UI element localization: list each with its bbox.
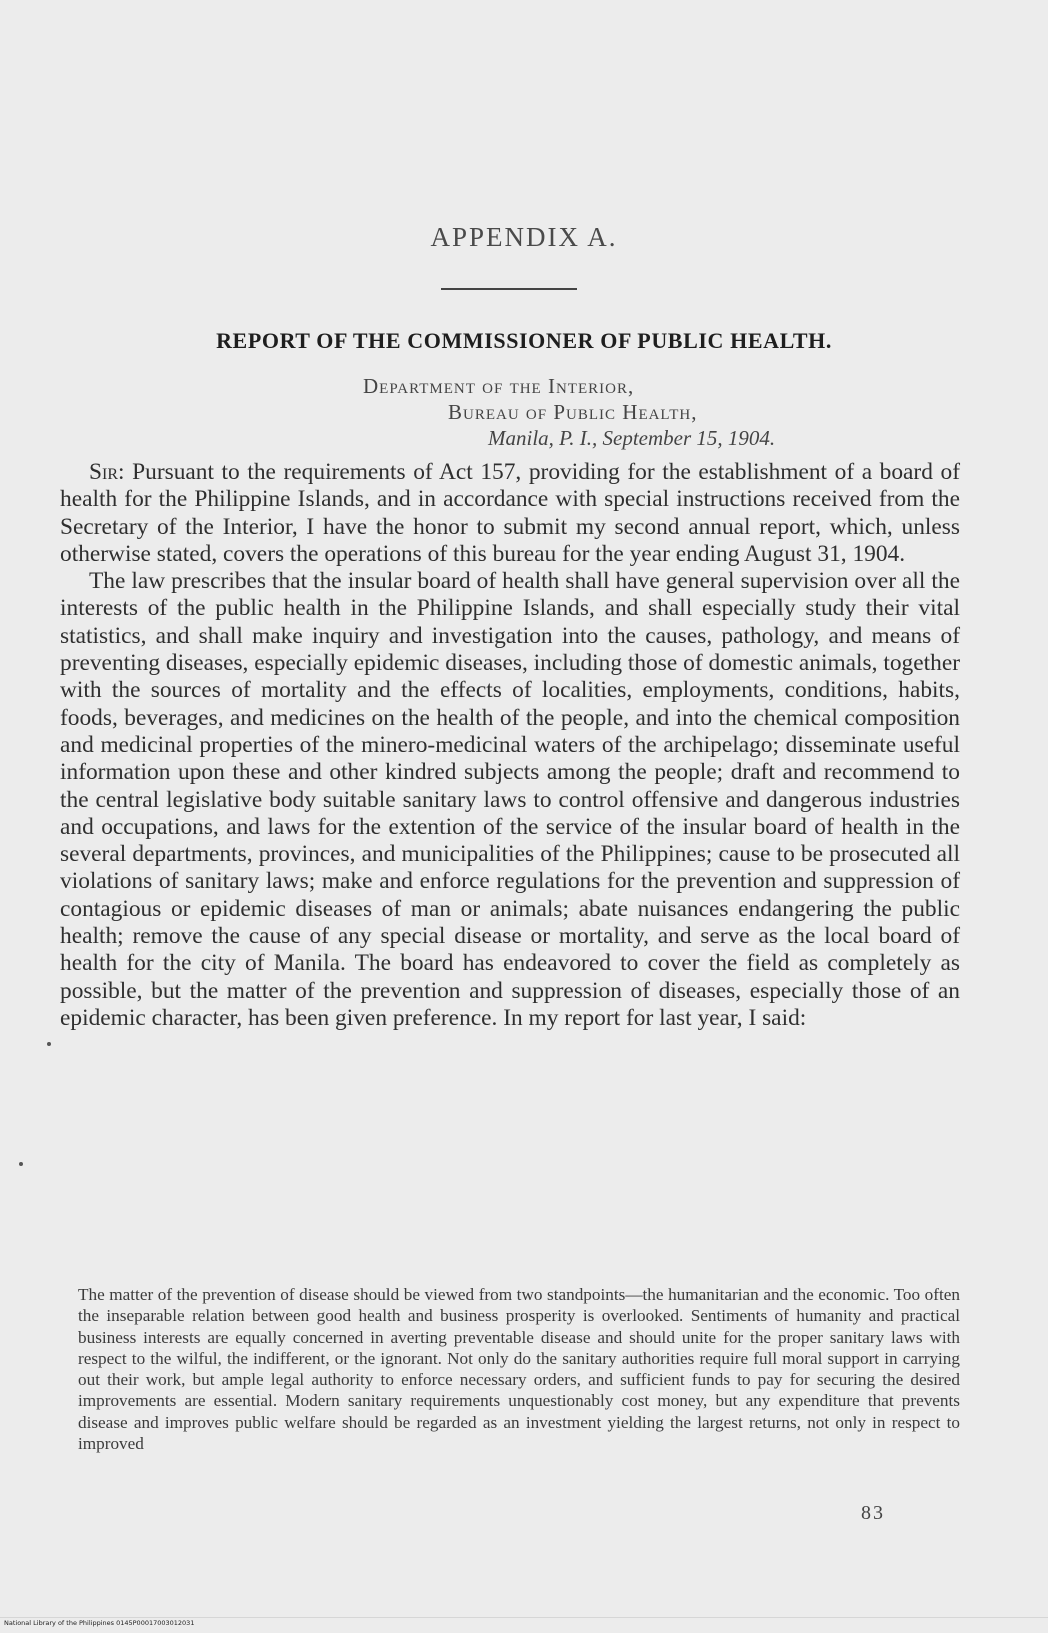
- appendix-title: APPENDIX A.: [430, 222, 618, 252]
- paragraph-text: Pursuant to the requirements of Act 157, providing for the establishment of a board of health for the Philippine Islands, and in accordance with special instructions received from the Secretary of the Interior, I have the honor to submit my second annual report, which, unless otherwise stated, covers the operations of this bureau for the year ending August 31, 1904.: [60, 459, 960, 567]
- body-paragraph: [60, 459, 960, 568]
- address-bureau: Bureau of Public Health,: [448, 400, 698, 424]
- address-place-date: Manila, P. I., September 15, 1904.: [488, 426, 776, 450]
- page-number: 83: [861, 1502, 885, 1524]
- footer-credit: National Library of the Philippines 0145P00017003012031: [4, 1619, 195, 1627]
- quote-text: The matter of the prevention of disease should be viewed from two standpoints—the humanitarian and the economic. Too often the inseparable relation between good health and business prosperity is overlooked. Sentiments of humanity and practical business interests are equally concerned in averting preventable disease and should unite for the proper sanitary laws with respect to the wilful, the indifferent, or the ignorant. Not only do the sanitary authorities require full moral support in carrying out their work, but ample legal authority to enforce necessary orders, and sufficient funds to pay for securing the desired improvements are essential. Modern sanitary requirements unquestionably cost money, but any expenditure that prevents disease and improves public welfare should be regarded as an investment yielding the largest returns, not only in respect to improved: [78, 1285, 960, 1454]
- address-department: Department of the Interior,: [363, 374, 635, 398]
- footer-divider: [0, 1617, 1048, 1618]
- margin-dot: [19, 1162, 23, 1166]
- report-title: REPORT OF THE COMMISSIONER OF PUBLIC HEALTH.: [216, 328, 832, 353]
- body-paragraph: The law prescribes that the insular board of health shall have general supervision over all the interests of the public health in the Philippine Islands, and shall especially study their vital statistics, and shall make inquiry and investigation into the causes, pathology, and means of preventing diseases, especially epidemic diseases, including those of domestic animals, together with the sources of mortality and the effects of localities, employments, conditions, habits, foods, beverages, and medicines on the health of the people, and into the chemical composition and medicinal properties of the minero-medicinal waters of the archipelago; disseminate useful information upon these and other kindred subjects among the people; draft and recommend to the central legislative body suitable sanitary laws to control offensive and dangerous industries and occupations, and laws for the extention of the service of the insular board of health in the several departments, provinces, and municipalities of the Philippines; cause to be prosecuted all violations of sanitary laws; make and enforce regulations for the prevention and suppression of contagious or epidemic diseases of man or animals; abate nuisances endangering the public health; remove the cause of any special disease or mortality, and serve as the local board of health for the city of Manila. The board has endeavored to cover the field as completely as possible, but the matter of the prevention and suppression of diseases, especially those of an epidemic character, has been given preference. In my report for last year, I said:: [60, 568, 960, 1031]
- title-divider: [441, 288, 577, 290]
- margin-dot: [47, 1042, 51, 1046]
- salutation: Sir:: [89, 459, 125, 485]
- block-quote: [78, 1284, 960, 1454]
- report-body: [60, 459, 960, 1032]
